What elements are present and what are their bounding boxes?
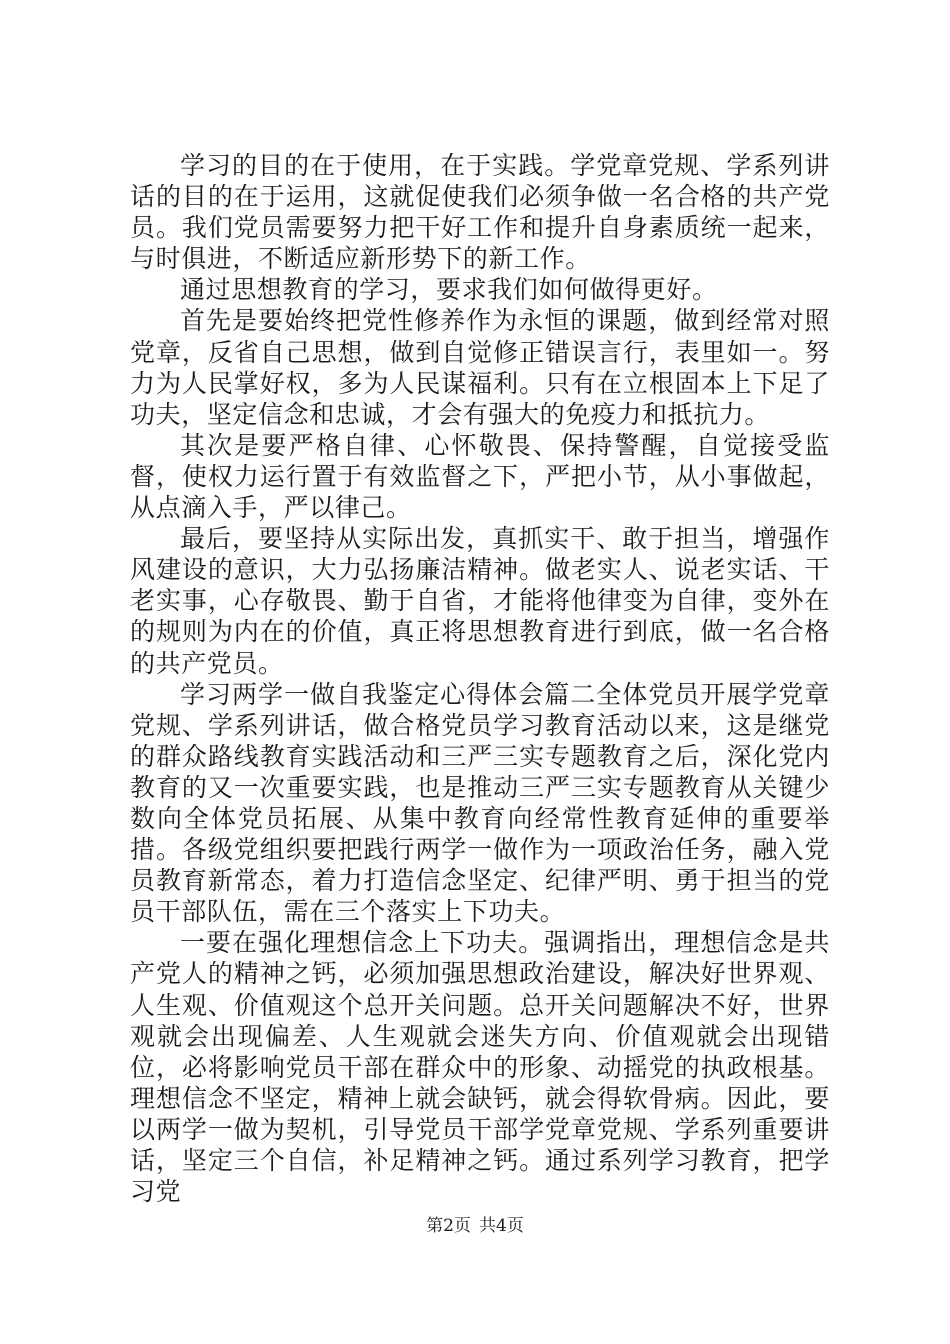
page-number: 第2页 bbox=[426, 1216, 471, 1236]
page-total: 共4页 bbox=[479, 1216, 524, 1236]
paragraph-2: 通过思想教育的学习，要求我们如何做得更好。 bbox=[180, 275, 718, 305]
paragraph-5: 最后，要坚持从实际出发，真抓实干、敢于担当，增强作风建设的意识，大力弘扬廉洁精神。做老实人、说老实话、干老实事，心存敬畏、勤于自省，才能将他律变为自律，变外在的规则为内在的价值，真正将思想教育进行到底，做一名合格的共产党员。 bbox=[130, 524, 830, 678]
paragraph-1: 学习的目的在于使用，在于实践。学党章党规、学系列讲话的目的在于运用，这就促使我们必须争做一名合格的共产党员。我们党员需要努力把干好工作和提升自身素质统一起来，与时俱进，不断适应新形势下的新工作。 bbox=[130, 151, 830, 274]
paragraph-6: 学习两学一做自我鉴定心得体会篇二全体党员开展学党章党规、学系列讲话，做合格党员学习教育活动以来，这是继党的群众路线教育实践活动和三严三实专题教育之后，深化党内教育的又一次重要实践，也是推动三严三实专题教育从关键少数向全体党员拓展、从集中教育向经常性教育延伸的重要举措。各级党组织要把践行两学一做作为一项政治任务，融入党员教育新常态，着力打造信念坚定、纪律严明、勇于担当的党员干部队伍，需在三个落实上下功夫。 bbox=[130, 679, 830, 927]
document-body bbox=[130, 150, 830, 1207]
page-footer bbox=[0, 1215, 950, 1237]
paragraph-3: 首先是要始终把党性修养作为永恒的课题，做到经常对照党章，反省自己思想，做到自觉修正错误言行，表里如一。努力为人民掌好权，多为人民谋福利。只有在立根固本上下足了功夫，坚定信念和忠诚，才会有强大的免疫力和抵抗力。 bbox=[130, 306, 830, 429]
paragraph-7: 一要在强化理想信念上下功夫。强调指出，理想信念是共产党人的精神之钙，必须加强思想政治建设，解决好世界观、人生观、价值观这个总开关问题。总开关问题解决不好，世界观就会出现偏差、人生观就会迷失方向、价值观就会出现错位，必将影响党员干部在群众中的形象、动摇党的执政根基。理想信念不坚定，精神上就会缺钙，就会得软骨病。因此，要以两学一做为契机，引导党员干部学党章党规、学系列重要讲话，坚定三个自信，补足精神之钙。通过系列学习教育，把学习党 bbox=[130, 928, 830, 1207]
paragraph-4: 其次是要严格自律、心怀敬畏、保持警醒，自觉接受监督，使权力运行置于有效监督之下，严把小节，从小事做起，从点滴入手，严以律己。 bbox=[130, 430, 830, 523]
